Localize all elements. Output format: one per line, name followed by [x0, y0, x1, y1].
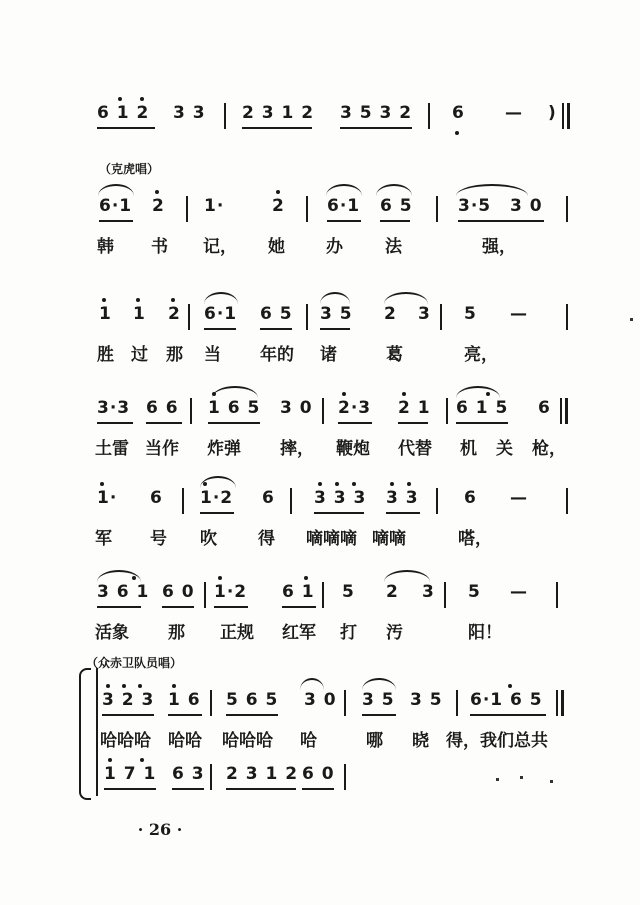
bar-line — [224, 103, 226, 129]
octave-dot — [390, 482, 394, 486]
lyric: 书 — [151, 237, 168, 257]
beam — [320, 328, 350, 330]
note-group: 1 6 5 — [208, 398, 261, 418]
dash: — — [505, 103, 523, 123]
notation-line-7 — [0, 690, 640, 712]
beam — [97, 606, 141, 608]
octave-dot — [352, 482, 356, 486]
note-group: 6·1 6 5 — [470, 690, 543, 710]
octave-dot — [203, 482, 207, 486]
note: 5 — [464, 304, 477, 324]
lyric: 当作 — [145, 439, 179, 459]
lyric: 机 — [460, 439, 477, 459]
scan-speck — [630, 318, 633, 321]
beam — [456, 422, 508, 424]
bar-line — [322, 582, 324, 608]
lyric: 胜 — [97, 345, 114, 365]
note-group: 2 — [152, 196, 165, 216]
page-number: · 26 · — [137, 820, 183, 839]
octave-dot — [455, 131, 459, 135]
slur — [320, 292, 350, 304]
beam — [386, 512, 420, 514]
octave-dot — [100, 482, 104, 486]
octave-dot — [106, 684, 110, 688]
notation-line-1 — [0, 103, 640, 125]
note-group: 1· — [204, 196, 225, 216]
beam — [102, 714, 154, 716]
octave-dot — [276, 190, 280, 194]
lyric: 她 — [268, 237, 285, 257]
note-group: 6 0 — [302, 764, 335, 784]
bar-line — [186, 196, 188, 222]
dash: — — [510, 304, 528, 324]
note-group: 3 5 — [362, 690, 395, 710]
lyric: 汚 — [386, 623, 403, 643]
beam — [226, 788, 296, 790]
scan-speck — [496, 778, 499, 781]
note-group: 1 6 — [168, 690, 201, 710]
octave-dot — [508, 684, 512, 688]
note-group: 3 5 3 2 — [340, 103, 413, 123]
lyric: 法 — [385, 237, 402, 257]
bar-line — [444, 582, 446, 608]
lyric: 年的 — [260, 345, 294, 365]
lyric: 哈哈哈 — [100, 731, 151, 751]
scan-speck — [520, 776, 523, 779]
bar-line — [556, 690, 564, 716]
beam — [327, 220, 361, 222]
octave-dot — [407, 482, 411, 486]
role-label: （众赤卫队员唱） — [86, 656, 183, 670]
note-group: 6 — [452, 103, 465, 123]
beam — [340, 127, 412, 129]
lyric: 嘀嘀嘀 — [306, 529, 357, 549]
note: 2 — [168, 304, 181, 324]
note: 6 — [150, 488, 163, 508]
note: 3 — [422, 582, 435, 602]
bar-line — [188, 304, 190, 330]
bar-line — [436, 196, 438, 222]
octave-dot — [342, 392, 346, 396]
beam — [226, 714, 278, 716]
note: 1· — [97, 488, 118, 508]
note: 3 — [418, 304, 431, 324]
lyric: 哈哈哈 — [222, 731, 273, 751]
note-group: 6 0 — [162, 582, 195, 602]
lyric: 红军 — [282, 623, 316, 643]
bar-line — [446, 398, 448, 424]
bar-line — [322, 398, 324, 424]
octave-dot — [136, 298, 140, 302]
slur — [384, 570, 430, 582]
slur — [300, 678, 324, 690]
note-group: 2 3 1 2 — [242, 103, 315, 123]
note-group: 3 5 — [410, 690, 443, 710]
bar-line — [566, 304, 568, 330]
octave-dot — [138, 684, 142, 688]
lyric-line-4 — [0, 434, 640, 459]
octave-dot — [118, 97, 122, 101]
note-group: 2·3 — [338, 398, 372, 418]
note-group: 3 5 — [320, 304, 353, 324]
octave-dot — [102, 298, 106, 302]
note-group: 3 0 — [510, 196, 543, 216]
octave-dot — [218, 576, 222, 580]
lyric-line-2 — [0, 232, 640, 257]
beam — [282, 606, 316, 608]
lyric: 葛 — [386, 345, 403, 365]
bar-line — [190, 398, 192, 424]
lyric: 嗒， — [458, 529, 492, 549]
note-group: 3 3 — [386, 488, 419, 508]
bar-line — [210, 764, 212, 790]
lyric: 晓 — [412, 731, 429, 751]
bar-line — [344, 690, 346, 716]
note-group: 2 1 — [398, 398, 431, 418]
note: 1 — [99, 304, 112, 324]
slur — [204, 292, 238, 304]
dash: — — [510, 488, 528, 508]
beam — [242, 127, 312, 129]
note-group: 6·1 — [99, 196, 133, 216]
lyric: 亮， — [464, 345, 498, 365]
note: 1 — [133, 304, 146, 324]
beam — [208, 422, 260, 424]
bar-line — [306, 304, 308, 330]
octave-dot — [172, 684, 176, 688]
lyric: 哈哈 — [168, 731, 202, 751]
lyric: 关 — [496, 439, 513, 459]
lyric: 记， — [203, 237, 237, 257]
bar-line — [440, 304, 442, 330]
lyric-line-7 — [0, 726, 640, 751]
beam — [146, 422, 182, 424]
lyric: 鞭炮 — [336, 439, 370, 459]
scan-speck — [550, 780, 553, 783]
note-group: 6 5 — [260, 304, 293, 324]
note-group: 3 0 — [280, 398, 313, 418]
octave-dot — [212, 392, 216, 396]
note-group: 6·1 — [327, 196, 361, 216]
beam — [200, 512, 234, 514]
slur — [362, 678, 396, 690]
note-group: 6·1 — [204, 304, 238, 324]
note-group: 3 0 — [304, 690, 337, 710]
lyric-line-5 — [0, 524, 640, 549]
notation-line-8 — [0, 764, 640, 786]
lyric: 那 — [166, 345, 183, 365]
beam — [99, 220, 133, 222]
notation-line-6 — [0, 582, 640, 604]
octave-dot — [155, 190, 159, 194]
beam — [302, 788, 334, 790]
bar-line — [344, 764, 346, 790]
lyric: 摔， — [280, 439, 314, 459]
bar-line — [456, 690, 458, 716]
lyric: 军 — [95, 529, 112, 549]
note-group: 6 1 — [282, 582, 315, 602]
note-group: 3·3 — [97, 398, 131, 418]
beam — [97, 422, 133, 424]
beam — [338, 422, 372, 424]
slur — [456, 184, 528, 196]
note-group: 3 3 3 — [314, 488, 367, 508]
notation-line-3 — [0, 304, 640, 326]
lyric: 韩 — [97, 237, 114, 257]
notation-line-5 — [0, 488, 640, 510]
lyric: 哈 — [300, 731, 317, 751]
lyric: 吹 — [200, 529, 217, 549]
note-group: 3·5 — [458, 196, 492, 216]
note-group: 6 1 5 — [456, 398, 509, 418]
lyric: 强， — [482, 237, 516, 257]
lyric: 得，我们总共 — [446, 731, 548, 751]
note: 6 — [464, 488, 477, 508]
note-group: 1 7 1 — [104, 764, 157, 784]
note: 5 — [342, 582, 355, 602]
bar-line — [290, 488, 292, 514]
slur — [384, 292, 428, 304]
beam — [204, 328, 236, 330]
beam — [97, 127, 155, 129]
beam — [470, 714, 546, 716]
lyric: 过 — [131, 345, 148, 365]
octave-dot — [318, 482, 322, 486]
lyric: 号 — [150, 529, 167, 549]
beam — [314, 512, 364, 514]
note-group: 6 5 — [380, 196, 413, 216]
bar-line — [204, 582, 206, 608]
slur — [456, 386, 500, 398]
lyric: 得 — [258, 529, 275, 549]
bar-line — [566, 488, 568, 514]
beam — [398, 422, 428, 424]
notation-line-4 — [0, 398, 640, 420]
lyric-line-3 — [0, 340, 640, 365]
lyric: 枪， — [532, 439, 566, 459]
lyric: 土雷 — [95, 439, 129, 459]
lyric: 诸 — [320, 345, 337, 365]
lyric: 嘀嘀 — [372, 529, 406, 549]
note-group: 6 1 2 — [97, 103, 150, 123]
lyric: 打 — [340, 623, 357, 643]
bar-line — [210, 690, 212, 716]
bar-line — [428, 103, 430, 129]
lyric: 当 — [204, 345, 221, 365]
beam — [458, 220, 544, 222]
beam — [362, 714, 396, 716]
note: 2 — [384, 304, 397, 324]
note: 6 — [262, 488, 275, 508]
note-group: 2 3 1 2 — [226, 764, 299, 784]
lyric-line-6 — [0, 618, 640, 643]
slur — [326, 184, 362, 196]
note: 2 — [386, 582, 399, 602]
beam — [214, 606, 248, 608]
lyric: 那 — [168, 623, 185, 643]
octave-dot — [171, 298, 175, 302]
note-group: 3 3 — [173, 103, 206, 123]
beam — [380, 220, 410, 222]
note-group: 2 — [272, 196, 285, 216]
beam — [260, 328, 292, 330]
octave-dot — [140, 97, 144, 101]
lyric: 哪 — [366, 731, 383, 751]
lyric: 办 — [326, 237, 343, 257]
final-bar-line — [562, 103, 570, 129]
slur — [98, 184, 134, 196]
lyric: 阳！ — [468, 623, 502, 643]
beam — [172, 788, 204, 790]
beam — [168, 714, 202, 716]
octave-dot — [122, 684, 126, 688]
notation-line-2 — [0, 196, 640, 218]
octave-dot — [108, 758, 112, 762]
note-group: 3 2 3 — [102, 690, 155, 710]
beam — [162, 606, 194, 608]
note-group: 3 6 1 — [97, 582, 150, 602]
note: 5 — [468, 582, 481, 602]
bar-line — [306, 196, 308, 222]
bar-line — [556, 582, 558, 608]
lyric: 代替 — [398, 439, 432, 459]
note: 6 — [538, 398, 551, 418]
closing-paren: ) — [548, 103, 557, 123]
octave-dot — [335, 482, 339, 486]
slur — [376, 184, 412, 196]
octave-dot — [486, 392, 490, 396]
bar-line — [182, 488, 184, 514]
lyric: 炸弹 — [207, 439, 241, 459]
note-group: 1·2 — [214, 582, 248, 602]
octave-dot — [140, 758, 144, 762]
role-label: （克虎唱） — [99, 162, 160, 176]
lyric: 活象 — [95, 623, 129, 643]
note-group: 5 6 5 — [226, 690, 279, 710]
bar-line — [566, 196, 568, 222]
dash: — — [510, 582, 528, 602]
octave-dot — [132, 576, 136, 580]
note-group: 1·2 — [200, 488, 234, 508]
note-group: 6 6 — [146, 398, 179, 418]
octave-dot — [304, 576, 308, 580]
lyric: 正规 — [220, 623, 254, 643]
bar-line — [560, 398, 568, 424]
beam — [104, 788, 156, 790]
slur — [212, 386, 258, 398]
bar-line — [436, 488, 438, 514]
octave-dot — [402, 392, 406, 396]
note-group: 6 3 — [172, 764, 205, 784]
